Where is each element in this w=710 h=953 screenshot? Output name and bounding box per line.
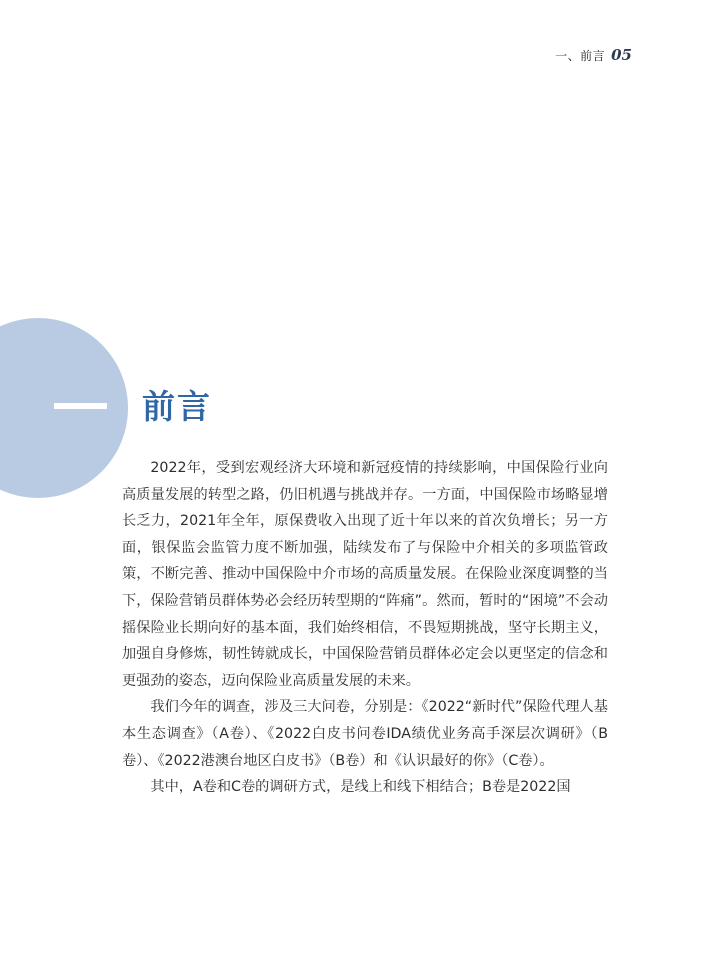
- body-text: [122, 455, 608, 801]
- paragraph: 2022年，受到宏观经济大环境和新冠疫情的持续影响，中国保险行业向高质量发展的转型之路，仍旧机遇与挑战并存。一方面，中国保险市场略显增长乏力，2021年全年，原保费收入出现了近十年以来的首次负增长；另一方面，银保监会监管力度不断加强，陆续发布了与保险中介相关的多项监管政策，不断完善、推动中国保险中介市场的高质量发展。在保险业深度调整的当下，保险营销员群体势必会经历转型期的“阵痛”。然而，暂时的“困境”不会动摇保险业长期向好的基本面，我们始终相信，不畏短期挑战，坚守长期主义，加强自身修炼，韧性铸就成长，中国保险营销员群体必定会以更坚定的信念和更强劲的姿态，迈向保险业高质量发展的未来。: [122, 460, 608, 689]
- page-number: 05: [611, 46, 632, 64]
- running-header: [555, 46, 632, 64]
- paragraph: 其中，A卷和C卷的调研方式，是线上和线下相结合；B卷是2022国: [150, 779, 571, 796]
- chapter-title: 前言: [142, 387, 212, 426]
- chapter-numeral: [54, 403, 107, 409]
- paragraph: 我们今年的调查，涉及三大问卷，分别是：《2022“新时代”保险代理人基本生态调查》（A卷）、《2022白皮书问卷IDA绩优业务高手深层次调研》（B卷）、《2022港澳台地区白皮书》（B卷）和《认识最好的你》（C卷）。: [122, 699, 608, 769]
- running-header-section: 一、前言: [555, 49, 606, 63]
